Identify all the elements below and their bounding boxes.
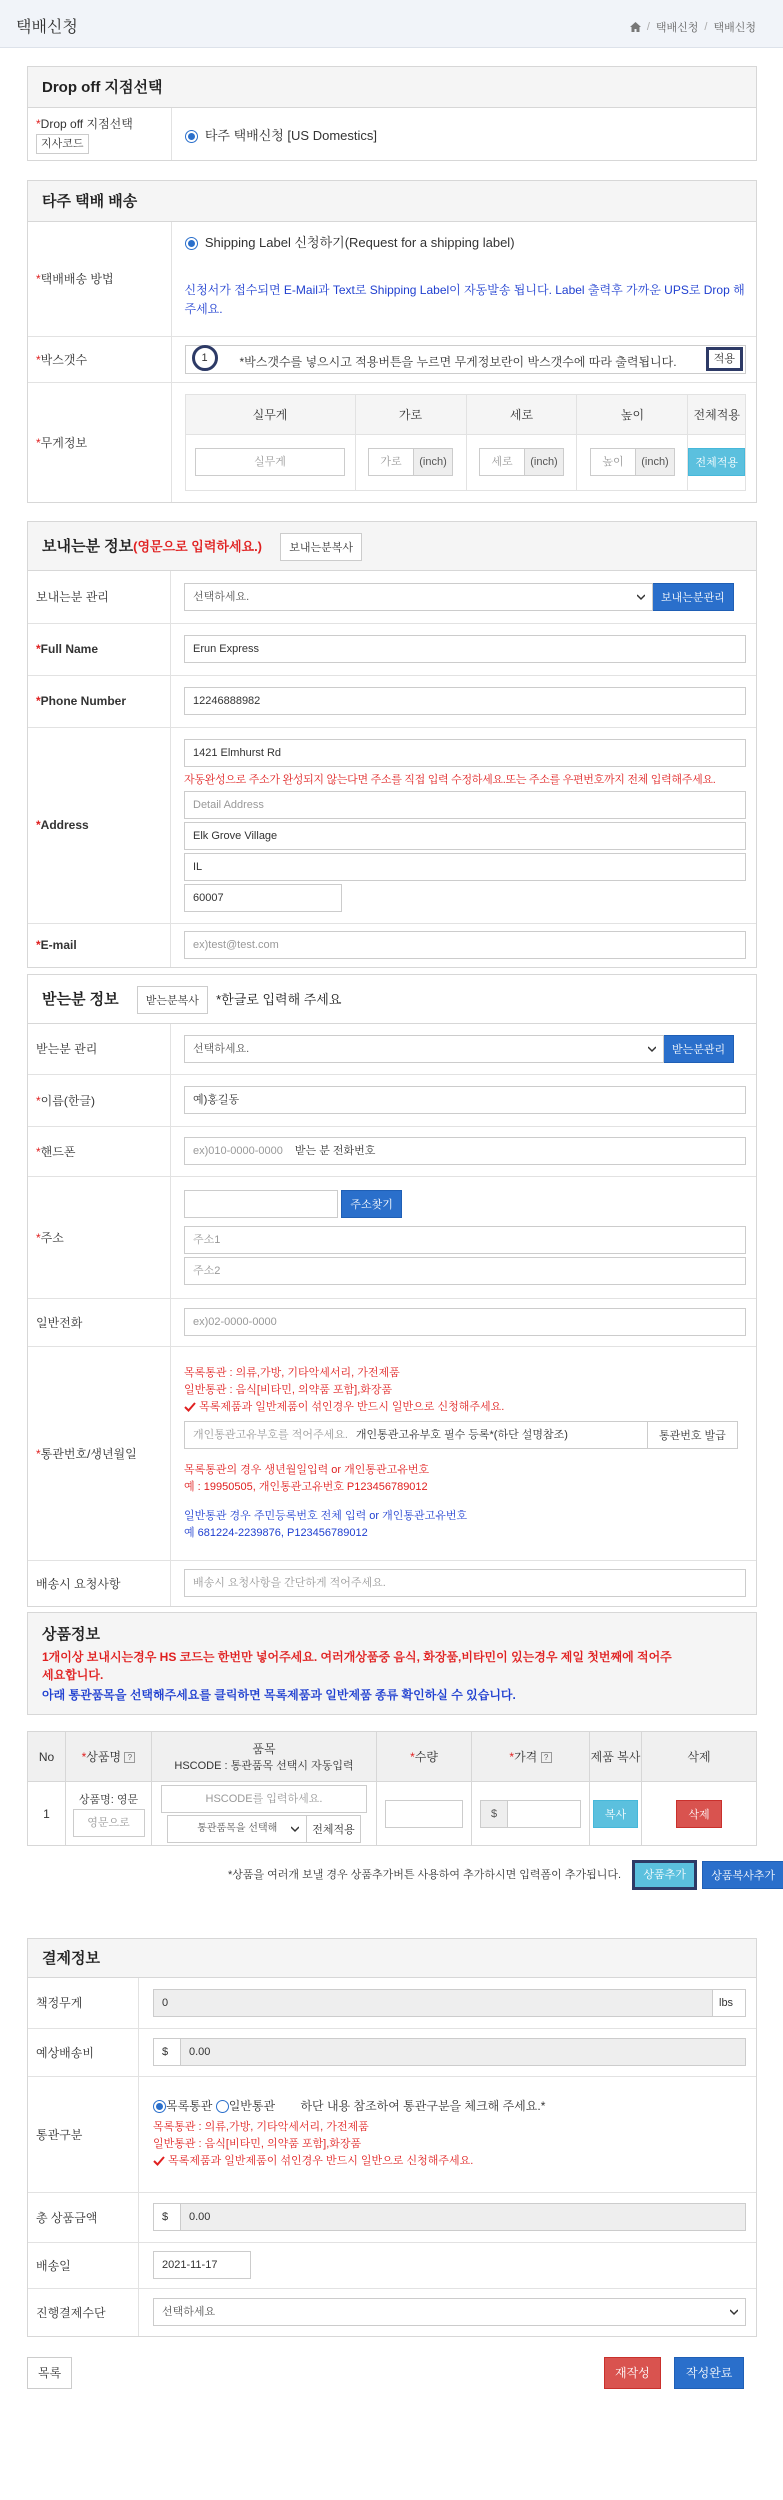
sender-copy-button[interactable]: 보내는분복사 [280, 533, 362, 561]
delivery-method-note: 신청서가 접수되면 E-Mail과 Text로 Shipping Label이 자동발송 됩니다. Label 출력후 가까운 UPS로 Drop 해 주세요. [184, 283, 745, 316]
sender-address1-input[interactable]: 1421 Elmhurst Rd [184, 739, 746, 767]
page-title: 택배신청 [16, 19, 78, 36]
customs-number-label: 통관번호/생년월일 [40, 1446, 137, 1461]
customs-note-list: 목록통관 : 의류,가방, 기타악세서리, 가전제품 [184, 1366, 400, 1379]
page-header [0, 0, 783, 48]
product-notice-blue: 아래 통관품목을 선택해주세요를 클릭하면 목록제품과 일반제품 종류 확인하실 수 있습니다. [42, 1688, 516, 1702]
weight-header: 실무게 [185, 394, 355, 434]
add-product-button[interactable]: 상품추가 [632, 1860, 697, 1890]
customs-blue-line1: 일반통관 경우 주민등록번호 전체 입력 or 개인통관고유번호 [184, 1509, 468, 1522]
payment-title: 결제정보 [28, 1939, 756, 1978]
payment-section [27, 1938, 757, 2337]
breadcrumb: / 택배신청 / 택배신청 [630, 19, 756, 35]
product-name-caption: 상품명: 영문 [78, 1793, 139, 1806]
payment-method-select[interactable]: 선택하세요 [153, 2298, 746, 2326]
dropoff-title: Drop off 지점선택 [28, 67, 756, 108]
hscode-apply-all-button[interactable]: 전체적용 [306, 1815, 361, 1843]
qty-input[interactable] [385, 1800, 463, 1828]
list-button[interactable]: 목록 [27, 2357, 72, 2389]
receiver-phone-label: 일반전화 [28, 1298, 171, 1346]
rewrite-button[interactable]: 재작성 [604, 2357, 661, 2389]
payment-customs-label: 통관구분 [28, 2076, 139, 2192]
height-unit: (inch) [635, 448, 675, 476]
chevron-down-icon [291, 1825, 299, 1833]
apply-all-header: 전체적용 [688, 394, 746, 434]
receiver-address2-input[interactable]: 주소2 [184, 1257, 746, 1285]
receiver-korean-note: *한글로 입력해 주세요 [216, 992, 342, 1007]
sender-manage-label: 보내는분 관리 [28, 571, 171, 623]
payment-fee-input: 0.00 [180, 2038, 746, 2066]
customs-hint: 하단 내용 참조하여 통관구분을 체크해 주세요.* [300, 2099, 546, 2113]
payment-note-general: 일반통관 : 음식[비타민, 의약품 포함],화장품 [153, 2138, 362, 2150]
ship-date-input[interactable]: 2021-11-17 [153, 2251, 251, 2279]
receiver-address-label: 주소 [40, 1230, 64, 1245]
col-copy: 제품 복사 [590, 1732, 642, 1782]
receiver-mobile-input[interactable]: ex)010-0000-0000 받는 분 전화번호 [184, 1137, 746, 1165]
product-add-note: *상품을 여러개 보낼 경우 상품추가버튼 사용하여 추가하시면 입력폼이 추가됩니다. [227, 1869, 622, 1882]
chevron-down-icon [648, 1045, 656, 1053]
receiver-zip-input[interactable] [184, 1190, 338, 1218]
delivery-request-input[interactable]: 배송시 요청사항을 간단하게 적어주세요. [184, 1569, 746, 1597]
sender-email-label: E-mail [40, 938, 77, 953]
customs-issue-button[interactable]: 통관번호 발급 [647, 1421, 738, 1449]
length-input[interactable]: 세로 [479, 448, 525, 476]
sender-name-input[interactable]: Erun Express [184, 635, 746, 663]
product-title: 상품정보 [42, 1626, 100, 1643]
length-unit: (inch) [524, 448, 564, 476]
customs-note-mixed: 목록제품과 일반제품이 섞인경우 반드시 일반으로 신청해주세요. [199, 1400, 505, 1413]
help-icon[interactable]: ? [541, 1752, 552, 1763]
dropoff-label: Drop off 지점선택 [40, 116, 133, 131]
dropoff-radio[interactable] [185, 130, 198, 143]
sender-city-input[interactable]: Elk Grove Village [184, 822, 746, 850]
total-amount-input: 0.00 [180, 2203, 746, 2231]
add-product-copy-button[interactable]: 상품복사추가 [702, 1861, 783, 1889]
payment-weight-unit: lbs [712, 1989, 746, 2017]
weight-table [185, 394, 747, 491]
receiver-manage-button[interactable]: 받는분관리 [663, 1035, 734, 1063]
breadcrumb-item: 택배신청 [713, 22, 756, 34]
total-currency: $ [153, 2203, 181, 2231]
product-notice-red: 1개이상 보내시는경우 HS 코드는 한번만 넣어주세요. 여러개상품중 음식, 화장품,비타민이 있는경우 제일 첫번째에 적어주 세요합니다. [42, 1650, 672, 1682]
receiver-mobile-label: 핸드폰 [40, 1144, 76, 1159]
height-header: 높이 [577, 394, 688, 434]
dropoff-option-label: 타주 택배신청 [US Domestics] [204, 127, 377, 143]
col-delete: 삭제 [642, 1732, 757, 1782]
box-apply-button[interactable]: 적용 [706, 347, 743, 371]
sender-address-warning: 자동완성으로 주소가 완성되지 않는다면 주소를 직접 입력 수정하세요.또는 주소를 우편번호까지 전체 입력해주세요. [184, 773, 716, 786]
weight-input[interactable]: 실무게 [195, 448, 345, 476]
col-qty: 수량 [414, 1750, 438, 1764]
sender-phone-label: Phone Number [40, 694, 127, 708]
height-input[interactable]: 높이 [590, 448, 636, 476]
total-amount-label: 총 상품금액 [28, 2192, 139, 2242]
price-input[interactable] [507, 1800, 581, 1828]
box-count-label: 박스갯수 [40, 352, 88, 367]
product-section [27, 1612, 775, 1890]
currency-symbol: $ [480, 1800, 508, 1828]
sender-address-label: Address [40, 818, 89, 832]
receiver-name-label: 이름(한글) [40, 1093, 96, 1108]
apply-all-button[interactable]: 전체적용 [688, 448, 745, 476]
shipping-label-radio[interactable] [185, 237, 198, 250]
receiver-title: 받는분 정보 [42, 991, 119, 1008]
address-search-button[interactable]: 주소찾기 [341, 1190, 402, 1218]
branch-code-button[interactable]: 지사코드 [36, 134, 89, 154]
sender-state-input[interactable]: IL [184, 853, 746, 881]
product-name-input[interactable]: 영문으로 [73, 1809, 145, 1837]
product-copy-button[interactable]: 복사 [593, 1800, 638, 1828]
customs-list-option: 목록통관 [166, 2099, 213, 2113]
sender-name-label: Full Name [40, 642, 99, 656]
sender-title-note: (영문으로 입력하세요.) [133, 539, 263, 554]
sender-phone-input[interactable]: 12246888982 [184, 687, 746, 715]
box-count-note: *박스갯수를 넣으시고 적용버튼을 누르면 무게정보란이 박스갯수에 따라 출력됩니다. [239, 354, 677, 369]
sender-address2-input[interactable]: Detail Address [184, 791, 746, 819]
fee-currency: $ [153, 2038, 181, 2066]
sender-email-input[interactable]: ex)test@test.com [184, 931, 746, 959]
length-header: 세로 [466, 394, 577, 434]
col-item: 품목 [252, 1742, 276, 1756]
customs-note-general: 일반통관 : 음식[비타민, 의약품 포함],화장품 [184, 1383, 393, 1396]
table-row [28, 1782, 757, 1846]
chevron-down-icon [637, 593, 645, 601]
sender-section: 보내는분 정보(영문으로 입력하세요.) 보내는분복사 보내는분 관리 선택하세요. 보내는분관리 *Full Name Erun Express *Phone Number 12246888982 *Address 1421 Elmhurst Rd 자동완성으로 주소가 완성되지 않는다면 주소를 직접 입력 수정하세요.또는 주소를 우편번호까지 전체 입력해주세요. Detail Address Elk Grove Village IL 60007 *E-mail ex)test@test.com [27, 521, 757, 968]
check-icon [184, 1402, 196, 1412]
action-bar [27, 2357, 757, 2391]
breadcrumb-item[interactable]: 택배신청 [655, 22, 699, 34]
col-item-sub: HSCODE : 통관품목 선택시 자동입력 [174, 1760, 354, 1772]
product-delete-button[interactable]: 삭제 [676, 1800, 721, 1828]
delivery-method-label: 택배배송 방법 [40, 272, 114, 287]
delivery-section: 타주 택배 배송 *택배배송 방법 Shipping Label 신청하기(Request for a shipping label) 신청서가 접수되면 E-Mail과 Text로 Shipping Label이 자동발송 됩니다. Label 출력후 가까운 UPS로 Drop 해 주세요. *박스갯수 1 *박스갯수를 넣으시고 적용버튼을 누르면 무게정보란이 박스갯수에 따라 출력됩니다. 적용 *무게정보 실무게 가로 세로 높이 전체적용 실무게 가로 (inch) 세로 (inch) 높이 (inch) 전체적용 [27, 180, 757, 503]
col-no: No [28, 1732, 66, 1782]
payment-note-list: 목록통관 : 의류,가방, 기타악세서리, 가전제품 [153, 2121, 369, 2133]
sender-zip-input[interactable]: 60007 [184, 884, 342, 912]
row-no: 1 [28, 1782, 66, 1846]
col-name: 상품명 [86, 1750, 122, 1764]
width-unit: (inch) [413, 448, 453, 476]
customs-general-radio[interactable] [216, 2100, 229, 2113]
receiver-copy-button[interactable]: 받는분복사 [137, 986, 208, 1014]
receiver-section: 받는분 정보 받는분복사 *한글로 입력해 주세요 받는분 관리 선택하세요. 받는분관리 *이름(한글) 예)홍길동 *핸드폰 ex)010-0000-0000 받는 분 전화번호 *주소 주소찾기 주소1 주소2 일반전화 ex)02-0000-0000 *통관번호/생년월일 목록통관 : 의류,가방, 기타악세서리, 가전제품 일반통관 : 음식[비타민, 의약품 포함],화장품 목록제품과 일반제품이 섞인경우 반드시 일반으로 신청해주세요. 개인통관고유부호를 적어주세요. 개인통관고유부호 필수 등록*(하단 설명참조) 통관번호 발급 목록통관의 경우 생년월일입력 or 개인통관고유번호 예 : 19950505, 개인통관고유번호 P123456789012 일반통관 경우 주민등록번호 전체 입력 or 개인통관고유번호 예 681224-2239876, P123456789012 배송시 요청사항 배송시 요청사항을 간단하게 적어주세요. [27, 974, 757, 1607]
width-input[interactable]: 가로 [368, 448, 414, 476]
sender-manage-button[interactable]: 보내는분관리 [652, 583, 734, 611]
submit-button[interactable]: 작성완료 [674, 2357, 744, 2389]
payment-note-mixed: 목록제품과 일반제품이 섞인경우 반드시 일반으로 신청해주세요. [168, 2155, 474, 2167]
receiver-address1-input[interactable]: 주소1 [184, 1226, 746, 1254]
ship-date-label: 배송일 [28, 2242, 139, 2288]
customs-general-option: 일반통관 [228, 2099, 276, 2113]
weight-info-label: 무게정보 [40, 435, 88, 450]
customs-red-line2: 예 : 19950505, 개인통관고유번호 P123456789012 [184, 1480, 428, 1493]
customs-number-input[interactable]: 개인통관고유부호를 적어주세요. 개인통관고유부호 필수 등록*(하단 설명참조) [184, 1421, 648, 1449]
chevron-down-icon [730, 2308, 738, 2316]
receiver-select[interactable]: 선택하세요. [184, 1035, 664, 1063]
customs-red-line1: 목록통관의 경우 생년월일입력 or 개인통관고유번호 [184, 1463, 430, 1476]
hscode-input[interactable]: HSCODE를 입력하세요. [161, 1785, 367, 1813]
home-icon[interactable] [630, 22, 641, 32]
check-icon [153, 2156, 165, 2166]
sender-select[interactable]: 선택하세요. [184, 583, 653, 611]
dropoff-section: Drop off 지점선택 *Drop off 지점선택 지사코드 타주 택배신청 [US Domestics] [27, 66, 757, 161]
receiver-name-input[interactable]: 예)홍길동 [184, 1086, 746, 1114]
product-table: No *상품명 ? 품목 HSCODE : 통관품목 선택시 자동입력 *수량 *가격 ? 제품 복사 삭제 1 상품명: 영문 영문으로 HSCODE를 입력하세요. 통관품목을 선택해 전체적용 $ 복사 삭제 [27, 1731, 757, 1846]
payment-method-label: 진행결제수단 [28, 2288, 139, 2336]
receiver-phone-input[interactable]: ex)02-0000-0000 [184, 1308, 746, 1336]
payment-weight-input: 0 [153, 1989, 713, 2017]
shipping-label-option: Shipping Label 신청하기(Request for a shipping label) [204, 235, 515, 250]
delivery-title: 타주 택배 배송 [28, 181, 756, 222]
help-icon[interactable]: ? [124, 1752, 135, 1763]
sender-title: 보내는분 정보 [42, 538, 134, 555]
width-header: 가로 [355, 394, 466, 434]
col-price: 가격 [514, 1750, 538, 1764]
customs-blue-line2: 예 681224-2239876, P123456789012 [184, 1526, 368, 1539]
customs-list-radio[interactable] [153, 2100, 166, 2113]
customs-item-select[interactable]: 통관품목을 선택해 [167, 1815, 307, 1843]
payment-fee-label: 예상배송비 [28, 2028, 139, 2076]
box-count-input[interactable]: 1 [192, 345, 218, 371]
delivery-request-label: 배송시 요청사항 [28, 1560, 171, 1606]
payment-weight-label: 책정무게 [28, 1978, 139, 2028]
receiver-manage-label: 받는분 관리 [28, 1024, 171, 1074]
